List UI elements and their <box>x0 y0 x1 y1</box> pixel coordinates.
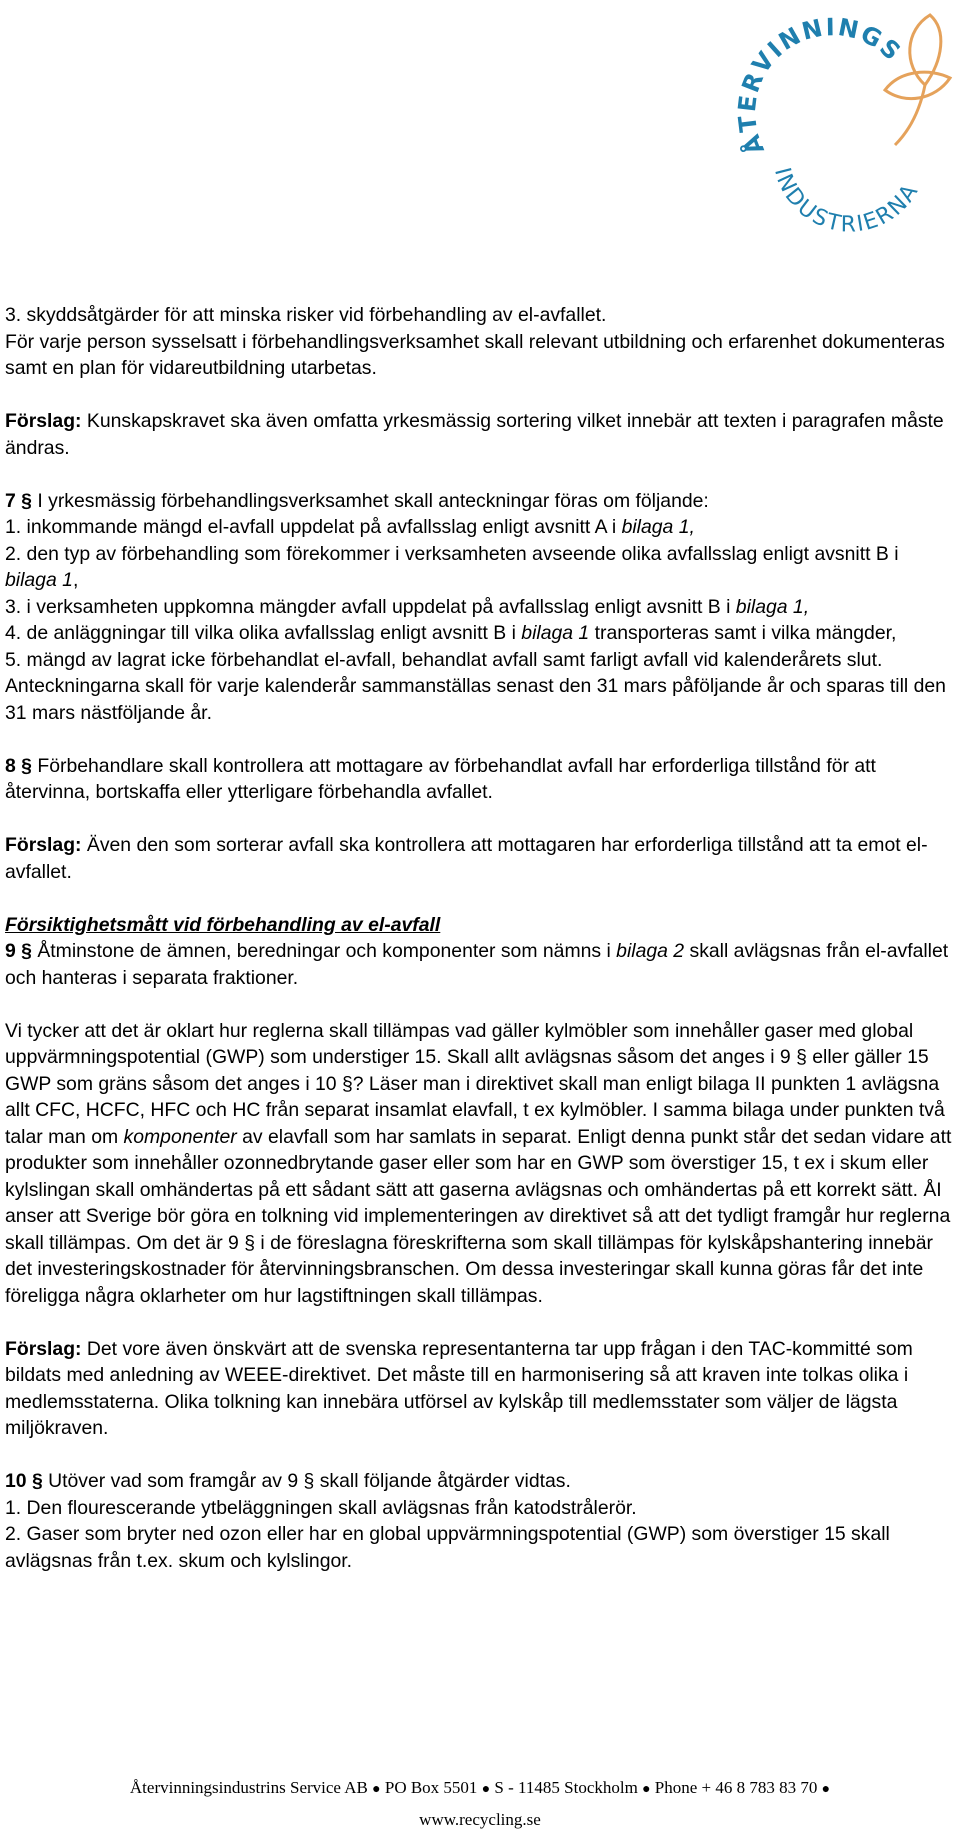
proposal-1: Förslag: Kunskapskravet ska även omfatta yrkesmässig sortering vilket innebär att texten i paragrafen måste ändras. <box>5 410 944 459</box>
section-number: 7 § <box>5 489 32 512</box>
section-7-notes: Anteckningarna skall för varje kalenderår sammanställas senast den 31 mars påföljande år och sparas till den 31 mars nästföljande år. <box>5 675 946 724</box>
logo-text-top: ÅTERVINNINGS <box>732 13 908 159</box>
bullet-icon: ● <box>821 1782 831 1797</box>
section-10 <box>5 1468 955 1574</box>
section-number: 10 § <box>5 1470 43 1492</box>
section-10-intro: 10 § Utöver vad som framgår av 9 § skall följande åtgärder vidtas. <box>5 1470 571 1492</box>
bullet-icon: ● <box>481 1782 491 1797</box>
bullet-icon: ● <box>372 1782 381 1797</box>
proposal-2: Förslag: Även den som sorterar avfall ska kontrollera att mottagaren har erforderliga tillstånd att ta emot el-avfallet. <box>5 834 928 883</box>
svg-text:INDUSTRIERNA <box>769 165 924 235</box>
para-s6-item3: 3. skyddsåtgärder för att minska risker vid förbehandling av el-avfallet. <box>5 304 607 326</box>
section-7-intro: 7 § I yrkesmässig förbehandlingsverksamhet skall anteckningar föras om följande: <box>5 489 709 512</box>
footer-phone: Phone + 46 8 783 83 70 <box>654 1778 818 1797</box>
list-item: 1. inkommande mängd el-avfall uppdelat på avfallsslag enligt avsnitt A i bilaga 1, <box>5 516 695 538</box>
para-s6-training: För varje person sysselsatt i förbehandlingsverksamhet skall relevant utbildning och erfarenhet dokumenteras samt en plan för vidareutbildning utarbetas. <box>5 330 945 379</box>
section-number: 8 § <box>5 754 32 777</box>
footer-postal: S - 11485 Stockholm <box>494 1778 638 1797</box>
discussion-paragraph: Vi tycker att det är oklart hur reglerna skall tillämpas vad gäller kylmöbler som innehåller gaser med global uppvärmningspotential (GWP) som understiger 15. Skall allt avlägsnas såsom det anges i 9 § eller gäller 15 GWP som gräns såsom det anges i 10 §? Läser man i direktivet skall man enligt bilaga II punkten 1 avlägsna allt CFC, HCFC, HFC och HC från separat insamlat elavfall, t ex kylmöbler. I samma bilaga under punkten två talar man om komponenter av elavfall som har samlats in separat. Enligt denna punkt står det sedan vidare att produkter som innehåller ozonnedbrytande gaser eller som har en GWP som överstiger 15, t ex i skum eller kylslingan skall omhändertas på ett sådant sätt att gaserna avlägsnas och omhändertas på ett korrekt sätt. ÅI anser att Sverige bör göra en tolkning vid implementeringen av direktivet så att det tydligt framgår hur reglerna skall tillämpas. Om det är 9 § i de föreslagna föreskrifterna som skall tillämpas för kylskåpshantering innebär det investeringskostnader för återvinningsbranschen. Om dessa investeringar skall kunna göras får det inte föreligga några oklarheter om hur lagstiftningen skall tillämpas. <box>5 1019 952 1307</box>
footer-company: Återvinningsindustrins Service AB <box>129 1778 368 1797</box>
proposal-label: Förslag: <box>5 410 82 432</box>
footer-website[interactable]: www.recycling.se <box>419 1810 541 1829</box>
list-item: 2. Gaser som bryter ned ozon eller har en global uppvärmningspotential (GWP) som överstiger 15 skall avlägsnas från t.ex. skum och kylslingor. <box>5 1523 890 1572</box>
section-8: 8 § Förbehandlare skall kontrollera att mottagare av förbehandlat avfall har erforderliga tillstånd för att återvinna, bortskaffa eller ytterligare förbehandla avfallet. <box>5 754 876 803</box>
section-heading: Försiktighetsmått vid förbehandling av el-avfall <box>5 913 441 936</box>
company-logo <box>725 0 960 235</box>
proposal-3: Förslag: Det vore även önskvärt att de svenska representanterna tar upp frågan i den TAC-kommitté som bildats med anledning av WEEE-direktivet. Det måste till en harmonisering så att kraven inte tolkas olika i medlemsstaterna. Olika tolkning kan innebära utförsel av kylskåp till medlemsstater som väljer de lägsta miljökraven. <box>5 1337 913 1439</box>
svg-text:ÅTERVINNINGS <box>733 13 907 159</box>
proposal-label: Förslag: <box>5 1337 82 1360</box>
logo-leaf-icon <box>885 15 950 145</box>
section-9: 9 § Åtminstone de ämnen, beredningar och komponenter som nämns i bilaga 2 skall avlägsnas från el-avfallet och hanteras i separata fraktioner. <box>5 940 949 989</box>
logo-text-bottom: INDUSTRIERNA <box>769 165 925 235</box>
footer-box: PO Box 5501 <box>384 1778 478 1797</box>
document-body <box>5 302 955 1574</box>
proposal-label: Förslag: <box>5 834 82 856</box>
list-item: 4. de anläggningar till vilka olika avfallsslag enligt avsnitt B i bilaga 1 transporteras samt i vilka mängder, <box>5 622 897 644</box>
bullet-icon: ● <box>642 1782 651 1797</box>
list-item: 1. Den flourescerande ytbeläggningen skall avlägsnas från katodstrålerör. <box>5 1496 637 1519</box>
list-item: 5. mängd av lagrat icke förbehandlat el-avfall, behandlat avfall samt farligt avfall vid kalenderårets slut. <box>5 648 883 671</box>
list-item: 3. i verksamheten uppkomna mängder avfall uppdelat på avfallsslag enligt avsnitt B i bilaga 1, <box>5 595 810 618</box>
section-7 <box>5 488 955 727</box>
section-number: 9 § <box>5 940 32 962</box>
footer-contact-line <box>0 1773 960 1805</box>
page-footer <box>0 1773 960 1835</box>
list-item: 2. den typ av förbehandling som förekommer i verksamheten avseende olika avfallsslag enligt avsnitt B i bilaga 1, <box>5 542 899 591</box>
